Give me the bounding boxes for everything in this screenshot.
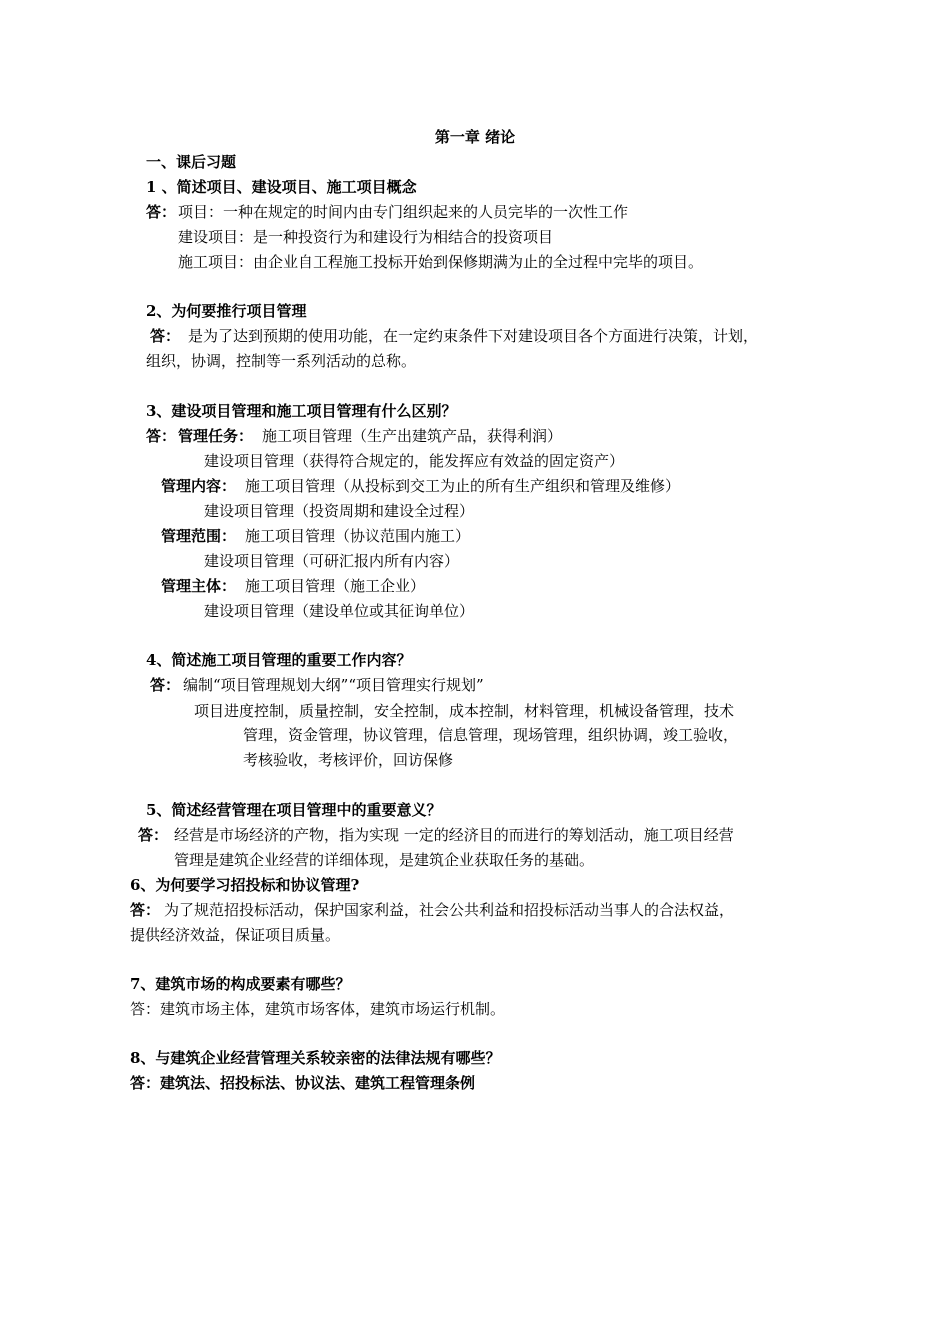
answer-8: 答：建筑法、招投标法、协议法、建筑工程管理条例 (130, 1074, 476, 1092)
answer-1-line-1: 项目：一种在规定的时间内由专门组织起来的人员完毕的一次性工作 (178, 203, 629, 221)
group-task-line-1: 施工项目管理（生产出建筑产品，获得利润） (262, 427, 563, 445)
question-5: 5、简述经营管理在项目管理中的重要意义？ (146, 801, 442, 819)
question-6: 6、为何要学习招投标和协议管理? (130, 876, 360, 894)
answer-4-line-3: 管理，资金管理，协议管理，信息管理，现场管理，组织协调，竣工验收， (243, 726, 739, 744)
answer-4-line-2: 项目进度控制，质量控制，安全控制，成本控制，材料管理，机械设备管理，技术 (194, 702, 735, 720)
answer-4-line-1: 编制“项目管理规划大纲”“项目管理实行规划” (183, 676, 484, 694)
answer-6-line-1: 为了规范招投标活动，保护国家利益，社会公共利益和招投标活动当事人的合法权益， (164, 901, 735, 919)
question-1: 1 、简述项目、建设项目、施工项目概念 (146, 178, 417, 196)
question-4: 4、简述施工项目管理的重要工作内容？ (146, 651, 412, 669)
question-2: 2、为何要推行项目管理 (146, 302, 307, 320)
answer-5-line-1: 经营是市场经济的产物，指为实现 一定的经济目的而进行的筹划活动，施工项目经营 (174, 826, 734, 844)
chapter-title: 第一章 绪论 (434, 128, 516, 146)
answer-4-line-4: 考核验收，考核评价，回访保修 (243, 751, 454, 769)
group-content-line-1: 施工项目管理（从投标到交工为止的所有生产组织和管理及维修） (245, 477, 681, 495)
answer-label-1: 答： (146, 203, 177, 221)
group-label-scope: 管理范围： (161, 527, 237, 545)
question-8: 8、与建筑企业经营管理关系较亲密的法律法规有哪些？ (130, 1049, 501, 1067)
answer-2-line-1: 是为了达到预期的使用功能，在一定约束条件下对建设项目各个方面进行决策，计划， (188, 327, 759, 345)
answer-label-5: 答： (138, 826, 169, 844)
answer-6-line-2: 提供经济效益，保证项目质量。 (130, 926, 341, 944)
answer-label-3: 答： (146, 427, 177, 445)
answer-label-4: 答： (150, 676, 181, 694)
answer-7: 答：建筑市场主体，建筑市场客体，建筑市场运行机制。 (130, 1000, 506, 1018)
group-scope-line-1: 施工项目管理（协议范围内施工） (245, 527, 471, 545)
answer-label-6: 答： (130, 901, 161, 919)
group-content-line-2: 建设项目管理（投资周期和建设全过程） (204, 502, 475, 520)
answer-1-line-3: 施工项目：由企业自工程施工投标开始到保修期满为止的全过程中完毕的项目。 (178, 253, 704, 271)
answer-1-line-2: 建设项目：是一种投资行为和建设行为相结合的投资项目 (178, 228, 554, 246)
section-heading: 一、课后习题 (146, 153, 237, 171)
group-subject-line-2: 建设项目管理（建设单位或其征询单位） (204, 602, 475, 620)
answer-2-line-2: 组织，协调，控制等一系列活动的总称。 (146, 352, 417, 370)
group-label-subject: 管理主体： (161, 577, 237, 595)
group-label-content: 管理内容： (161, 477, 237, 495)
question-3: 3、建设项目管理和施工项目管理有什么区别？ (146, 402, 457, 420)
group-task-line-2: 建设项目管理（获得符合规定的，能发挥应有效益的固定资产） (204, 452, 625, 470)
question-7: 7、建筑市场的构成要素有哪些？ (130, 975, 351, 993)
group-subject-line-1: 施工项目管理（施工企业） (245, 577, 426, 595)
group-scope-line-2: 建设项目管理（可研汇报内所有内容） (204, 552, 460, 570)
group-label-task: 管理任务： (178, 427, 254, 445)
answer-5-line-2: 管理是建筑企业经营的详细体现，是建筑企业获取任务的基础。 (174, 851, 595, 869)
answer-label-2: 答： (150, 327, 181, 345)
